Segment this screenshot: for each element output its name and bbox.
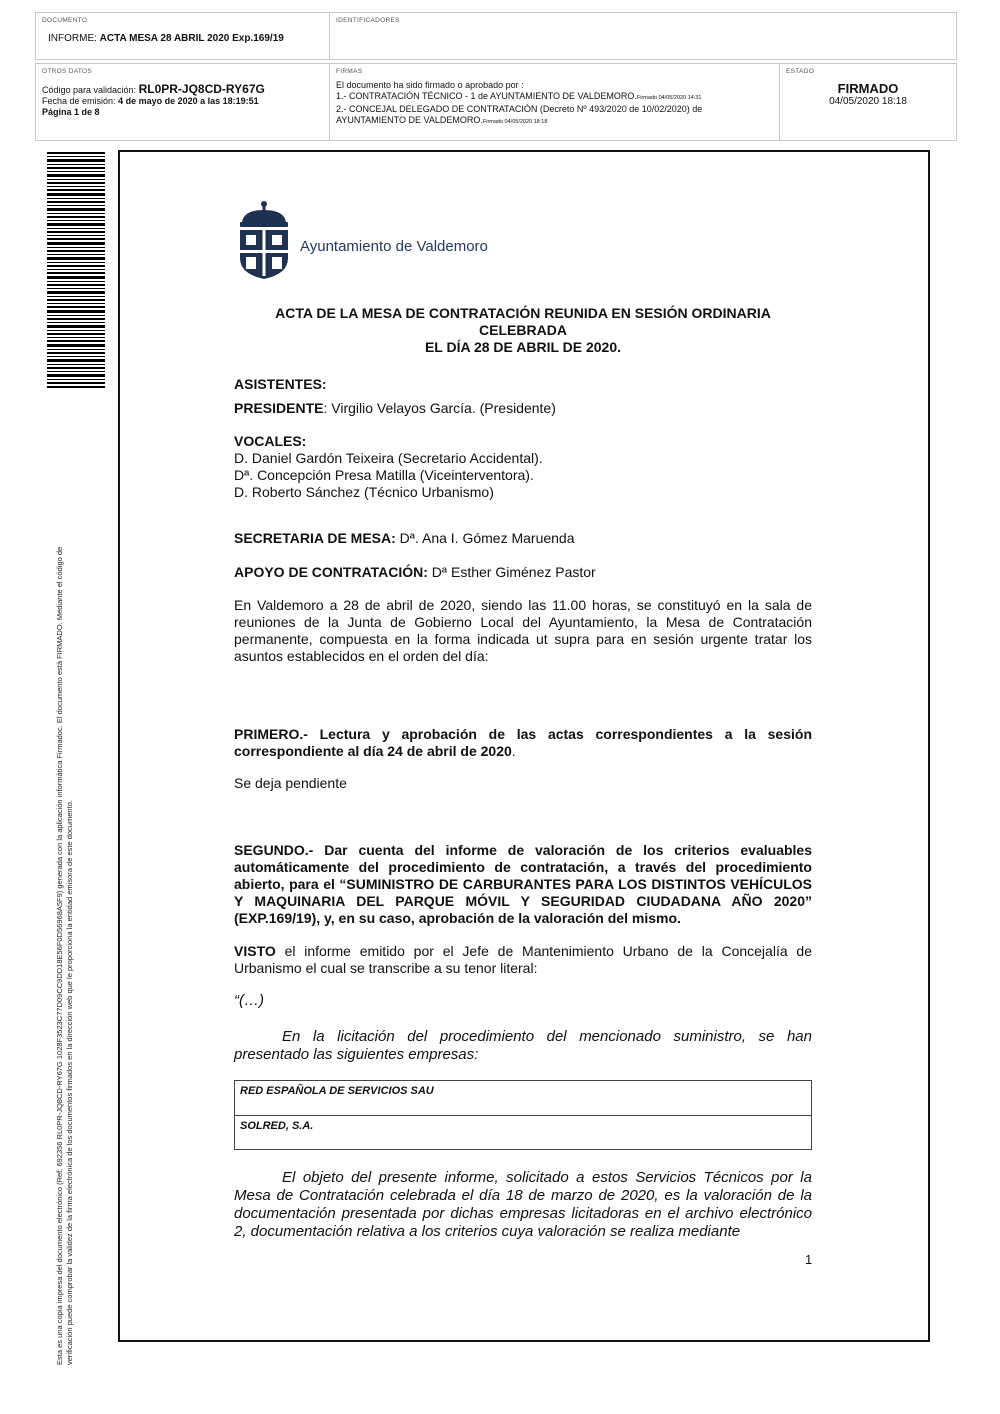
list-item: Dª. Concepción Presa Matilla (Viceinterventora). <box>234 467 534 483</box>
firmas-content: El documento ha sido firmado o aprobado por : 1.- CONTRATACIÓN TÉCNICO - 1 de AYUNTAMIENTO DE VALDEMORO.Firmado 04/05/2020 14:31 2.- CONCEJAL DELEGADO DE CONTRATACIÓN (Decreto Nº 493/2020 de 10/02/2020) de AYUNTAMIENTO DE VALDEMORO.Firmado 04/05/2020 18:18 <box>336 80 774 128</box>
firma-2: 2.- CONCEJAL DELEGADO DE CONTRATACIÓN (Decreto Nº 493/2020 de 10/02/2020) de AYUNTAMIENTO DE VALDEMORO.Firmado 04/05/2020 18:18 <box>336 104 703 125</box>
otros-datos-label: OTROS DATOS <box>42 68 93 75</box>
side-verification-note: Esta es una copia impresa del documento electrónico (Ref: 692356 RL0PR-JQ8CD-RY67G 1028F3523C77D09CC9DD18E56F0D56968A5F9) generada con la aplicación informática Firmadoc. El documento está FIRMADO. Mediante el código de verificación puede comprobar la validez de la firma electrónica de los documentos firmados en la dirección web que le proporciona la entidad emisora de este documento. <box>55 546 74 1365</box>
apoyo-line: APOYO DE CONTRATACIÓN: Dª Esther Giménez Pastor <box>234 564 596 580</box>
estado-label: ESTADO <box>786 68 815 75</box>
firmas-label: FIRMAS <box>336 68 363 75</box>
firmas-cell <box>329 64 779 140</box>
documento-label: DOCUMENTO <box>42 17 88 24</box>
list-item: D. Roberto Sánchez (Técnico Urbanismo) <box>234 484 494 500</box>
table-row: RED ESPAÑOLA DE SERVICIOS SAU <box>240 1085 434 1097</box>
empresas-table <box>234 1080 812 1150</box>
logo-text: Ayuntamiento de Valdemoro <box>300 238 488 255</box>
page-number: 1 <box>805 1252 813 1267</box>
objeto-paragraph: El objeto del presente informe, solicitado a estos Servicios Técnicos por la Mesa de Contratación celebrada el día 18 de marzo de 2020, es la valoración de la documentación presentada por dichas empresas licitadoras en el archivo electrónico 2, documentación relativa a los criterios cuya valoración se realiza mediante <box>234 1169 812 1240</box>
header-row-document <box>35 12 957 60</box>
segundo-paragraph: SEGUNDO.- Dar cuenta del informe de valoración de los criterios evaluables automáticamente del procedimiento de contratación, a través del procedimiento abierto, para el “SUMINISTRO DE CARBURANTES PARA LOS DISTINTOS VEHÍCULOS Y MAQUINARIA DEL PARQUE MÓVIL Y SEGURIDAD CIUDADANA AÑO 2020” (EXP.169/19), y, en su caso, aprobación de la valoración del mismo. <box>234 842 812 926</box>
page-title: ACTA DE LA MESA DE CONTRATACIÓN REUNIDA EN SESIÓN ORDINARIA CELEBRADA EL DÍA 28 DE ABRIL DE 2020. <box>275 305 771 355</box>
estado-date: 04/05/2020 18:18 <box>829 96 907 107</box>
identificadores-label: IDENTIFICADORES <box>336 17 400 24</box>
documento-title: INFORME: ACTA MESA 28 ABRIL 2020 Exp.169/19 <box>48 33 284 44</box>
presidente-line: PRESIDENTE: Virgilio Velayos García. (Presidente) <box>234 400 556 416</box>
header-row-info <box>35 63 957 141</box>
estado-content <box>780 81 956 107</box>
barcode-image <box>47 152 105 390</box>
firma-1: 1.- CONTRATACIÓN TÉCNICO - 1 de AYUNTAMIENTO DE VALDEMORO.Firmado 04/05/2020 14:31 <box>336 91 702 101</box>
secretaria-line: SECRETARIA DE MESA: Dª. Ana I. Gómez Maruenda <box>234 530 575 546</box>
visto-paragraph: VISTO el informe emitido por el Jefe de Mantenimiento Urbano de la Concejalía de Urbanismo el cual se transcribe a su tenor literal: <box>234 943 812 976</box>
otros-datos-cell <box>36 64 329 140</box>
codigo-validacion: Código para validación: RL0PR-JQ8CD-RY67G <box>42 82 265 96</box>
list-item: D. Daniel Gardón Teixeira (Secretario Accidental). <box>234 450 543 466</box>
coat-of-arms-icon <box>234 200 294 280</box>
documento-cell <box>36 13 329 59</box>
codigo-validacion-value[interactable]: RL0PR-JQ8CD-RY67G <box>138 82 265 96</box>
pendiente-text: Se deja pendiente <box>234 775 347 791</box>
pagina-info: Página 1 de 8 <box>42 107 100 117</box>
vocales-heading: VOCALES: <box>234 433 307 449</box>
primero-paragraph: PRIMERO.- Lectura y aprobación de las actas correspondientes a la sesión correspondiente al día 24 de abril de 2020. <box>234 726 812 759</box>
estado-cell <box>779 64 956 140</box>
asistentes-heading: ASISTENTES: <box>234 376 327 392</box>
otros-datos-content <box>42 84 327 118</box>
fecha-emision: Fecha de emisión: 4 de mayo de 2020 a las 18:19:51 <box>42 96 259 106</box>
intro-paragraph: En Valdemoro a 28 de abril de 2020, siendo las 11.00 horas, se constituyó en la sala de reuniones de la Junta de Gobierno Local del Ayuntamiento, la Mesa de Contratación permanente, compuesta en la forma indicada ut supra para en sesión urgente tratar los asuntos establecidos en el orden del día: <box>234 597 812 664</box>
estado-value: FIRMADO <box>837 81 899 96</box>
licitacion-paragraph: En la licitación del procedimiento del mencionado suministro, se han presentado las siguientes empresas: <box>234 1028 812 1063</box>
table-row: SOLRED, S.A. <box>235 1115 811 1149</box>
vocales-block <box>234 433 812 501</box>
identificadores-cell <box>329 13 956 59</box>
quote-open: “(…) <box>234 992 264 1009</box>
